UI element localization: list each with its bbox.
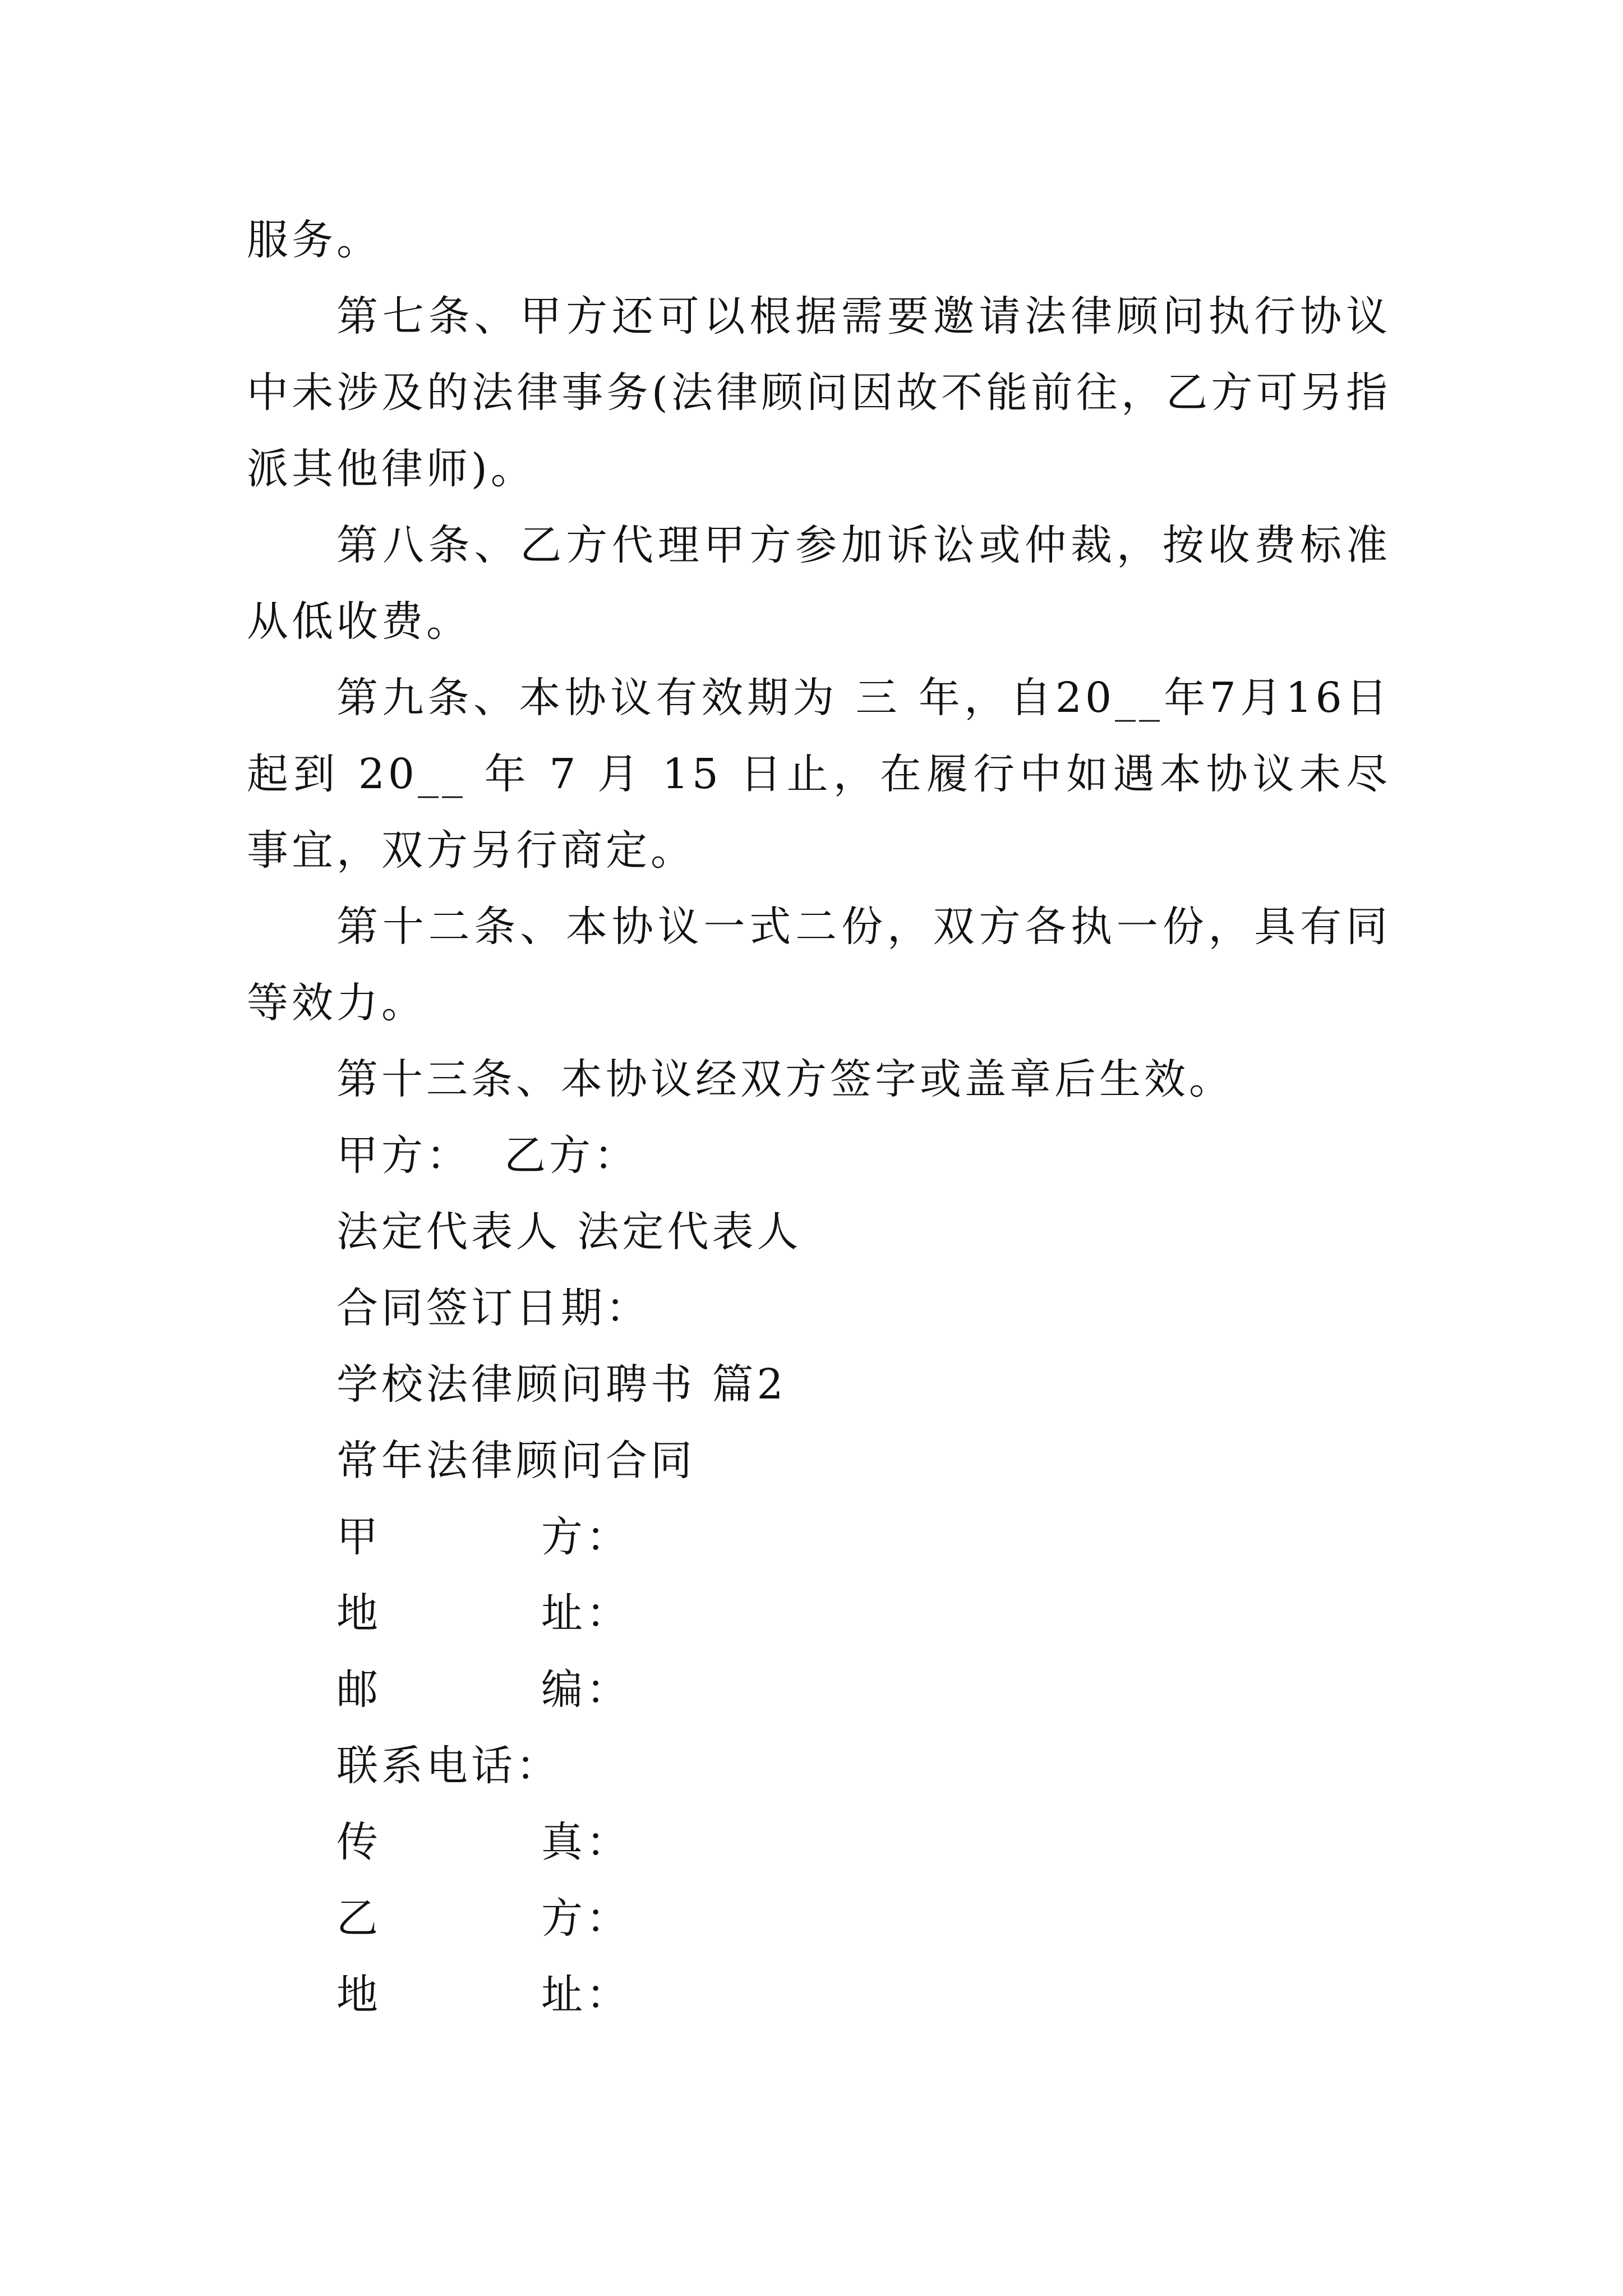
field-phone <box>247 1728 1391 1804</box>
signing-date-line: 合同签订日期： <box>336 1284 651 1332</box>
section-heading: 学校法律顾问聘书 篇2 <box>336 1360 787 1409</box>
field-label-start: 传 <box>336 1818 381 1866</box>
field-label-end: 址： <box>541 1589 631 1637</box>
field-label-start: 地 <box>336 1971 381 2019</box>
paragraph-article-9: 第九条、本协议有效期为 三 年，自20__年7月16日起到 20__ 年 7 月 15 日止，在履行中如遇本协议未尽事宜，双方另行商定。 <box>247 674 1391 875</box>
field-party-a <box>247 1499 1391 1575</box>
field-label-start: 甲 <box>336 1513 381 1561</box>
field-label-start: 邮 <box>336 1665 381 1714</box>
field-fax <box>247 1804 1391 1880</box>
field-label-end: 真： <box>541 1818 631 1866</box>
field-label-end: 编： <box>541 1665 631 1714</box>
field-postcode <box>247 1651 1391 1728</box>
signature-parties-line: 甲方： 乙方： <box>336 1131 639 1180</box>
field-label-start: 地 <box>336 1589 381 1637</box>
paragraph-article-7: 第七条、甲方还可以根据需要邀请法律顾问执行协议中未涉及的法律事务(法律顾问因故不能前往，乙方可另指派其他律师)。 <box>247 292 1391 493</box>
paragraph-article-8: 第八条、乙方代理甲方参加诉讼或仲裁，按收费标准从低收费。 <box>247 521 1391 646</box>
paragraph-article-13: 第十三条、本协议经双方签字或盖章后生效。 <box>336 1055 1234 1103</box>
legal-representative-line: 法定代表人 法定代表人 <box>336 1208 802 1256</box>
field-label-end: 址： <box>541 1971 631 2019</box>
field-label-end: 方： <box>541 1513 631 1561</box>
field-party-b <box>247 1880 1391 1957</box>
field-label-full: 联系电话： <box>336 1742 561 1790</box>
field-address-a <box>247 1575 1391 1651</box>
field-label-start: 乙 <box>336 1894 381 1943</box>
contract-title: 常年法律顾问合同 <box>336 1437 695 1485</box>
field-address-b <box>247 1957 1391 2033</box>
document-body <box>247 202 1391 2033</box>
field-label-end: 方： <box>541 1894 631 1943</box>
paragraph-continuation: 服务。 <box>247 216 381 264</box>
paragraph-article-12: 第十二条、本协议一式二份，双方各执一份，具有同等效力。 <box>247 903 1391 1027</box>
